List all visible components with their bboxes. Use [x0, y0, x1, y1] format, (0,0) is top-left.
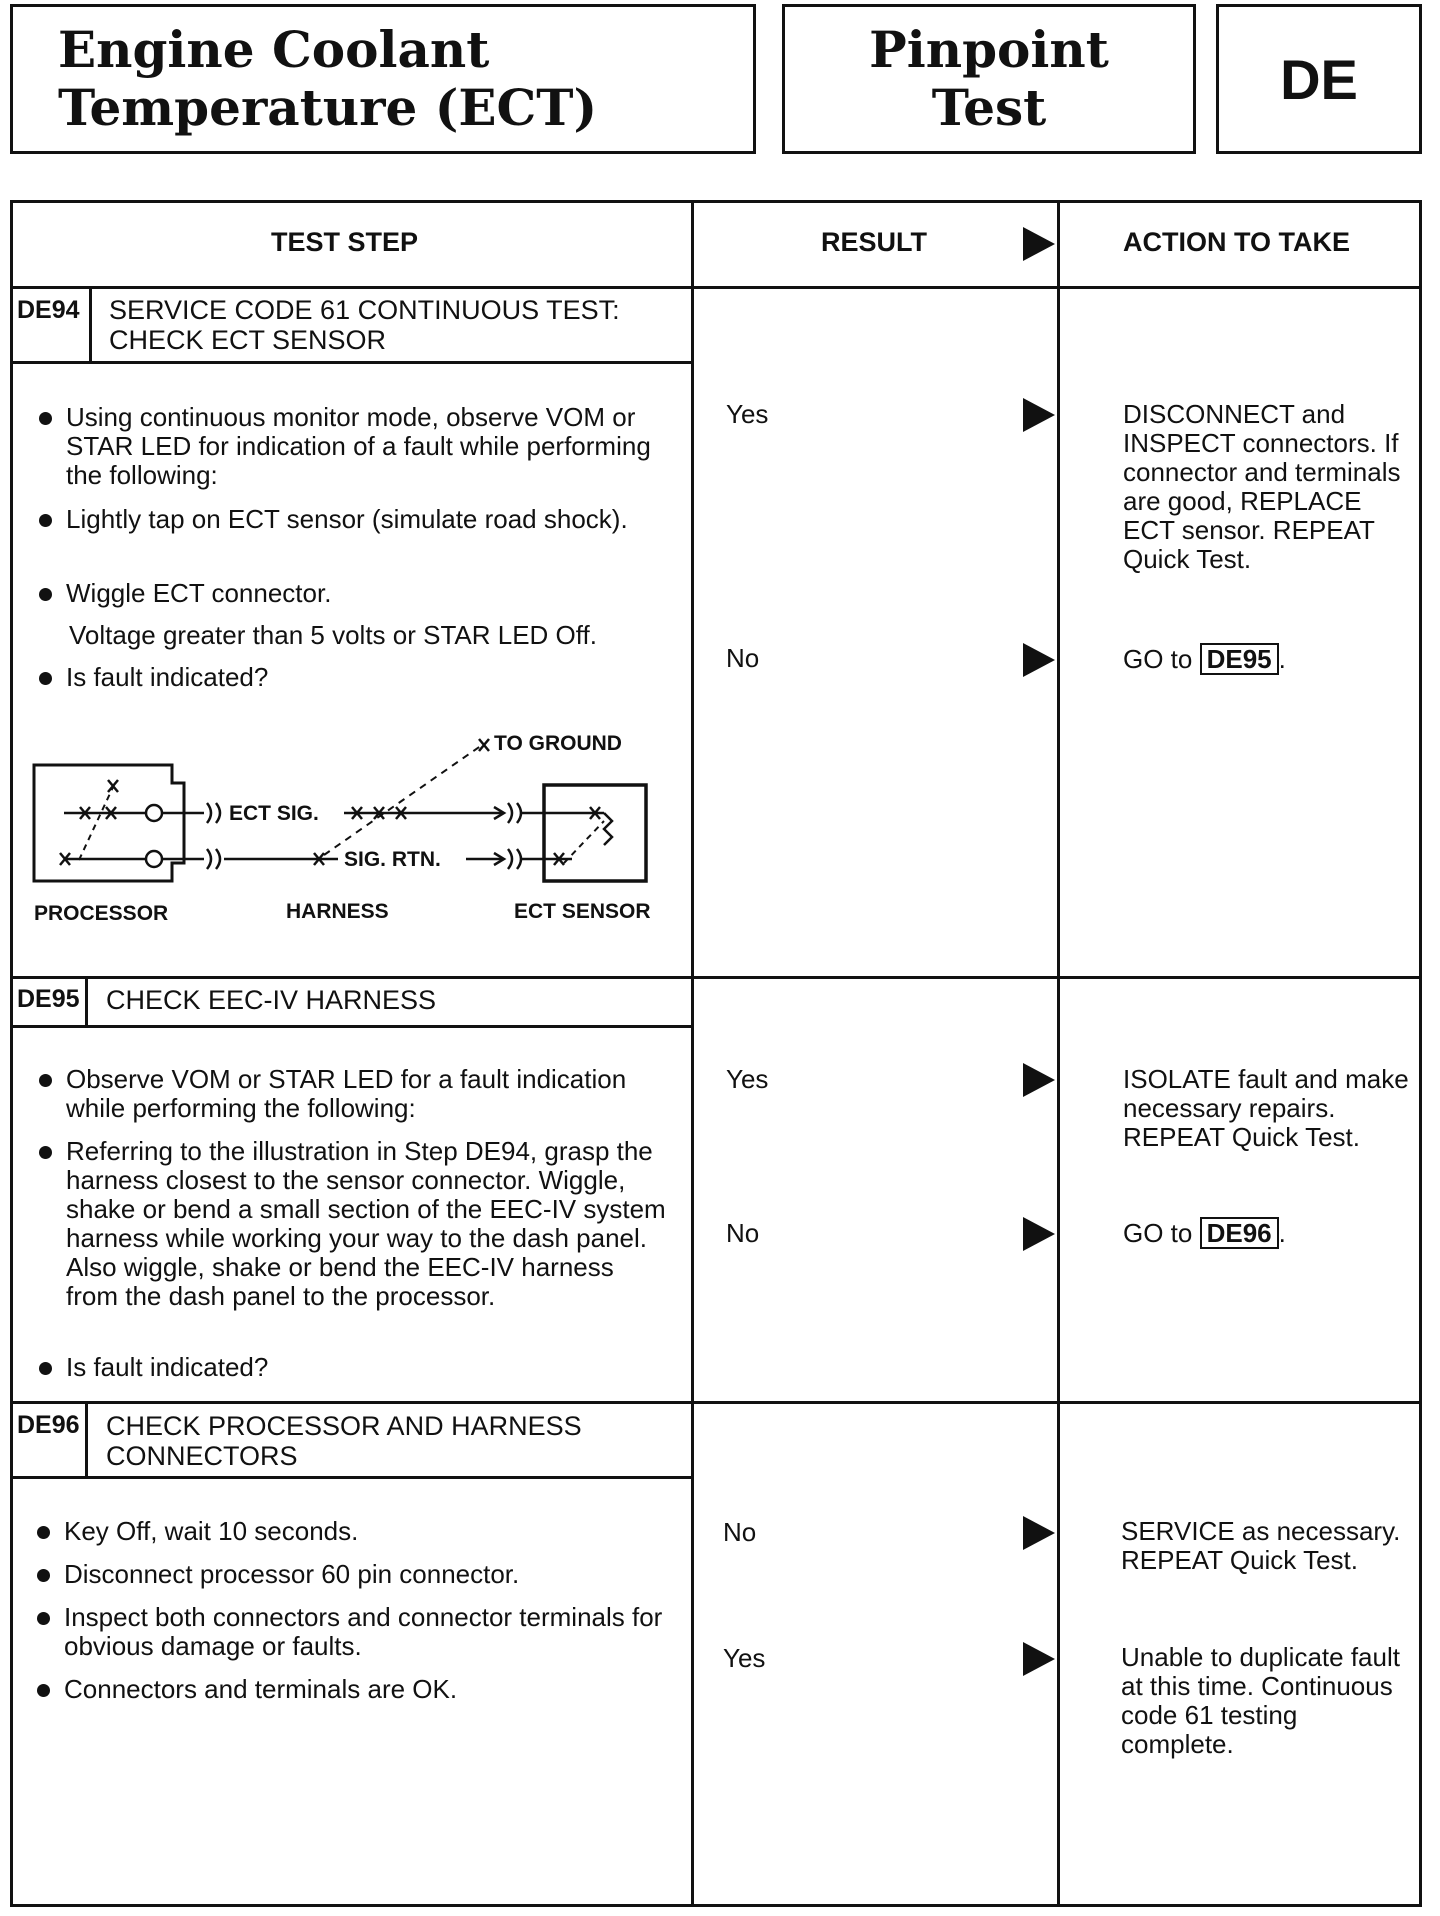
ect-wiring-diagram — [24, 725, 684, 925]
list-item — [37, 1603, 667, 1661]
step-title-de94 — [109, 295, 620, 355]
list-item-text: Is fault indicated? — [66, 662, 269, 692]
test-code: DE — [1280, 48, 1358, 111]
title-line-1: Engine Coolant — [58, 20, 490, 79]
step-title-line: CHECK EEC-IV HARNESS — [106, 985, 437, 1015]
result-no: No — [723, 1517, 757, 1547]
goto-suffix: . — [1278, 644, 1286, 674]
goto-label: GO to — [1123, 644, 1193, 674]
bullet-icon — [37, 1569, 50, 1582]
step-id-divider — [89, 289, 92, 364]
action-text: Unable to duplicate fault at this time. Continuous code 61 testing complete. — [1121, 1642, 1400, 1759]
list-item-text: Is fault indicated? — [66, 1352, 269, 1382]
result-no: No — [726, 1218, 760, 1248]
processor-pin-icon — [146, 851, 162, 867]
result-yes: Yes — [726, 399, 769, 429]
list-item-text: Inspect both connectors and connector terminals for obvious damage or faults. — [64, 1602, 663, 1661]
list-item — [39, 1065, 669, 1123]
result-no: No — [726, 643, 760, 673]
processor-pin-icon — [146, 805, 162, 821]
step-reference: DE95 — [1200, 643, 1279, 675]
step-id-de94: DE94 — [17, 296, 80, 324]
test-code-box — [1216, 4, 1422, 154]
step-title-underline — [13, 1025, 691, 1028]
list-item-text: Disconnect processor 60 pin connector. — [64, 1559, 520, 1589]
title-box — [10, 4, 756, 154]
bullet-icon — [39, 514, 52, 527]
bullet-icon — [39, 588, 52, 601]
column-divider-2 — [1057, 203, 1060, 1904]
label-sig-rtn: SIG. RTN. — [344, 848, 441, 871]
step-id-divider — [85, 1404, 88, 1479]
test-type-line-1: Pinpoint — [869, 20, 1109, 79]
step-reference: DE96 — [1200, 1217, 1279, 1249]
column-divider-1 — [691, 203, 694, 1904]
list-item — [39, 1137, 669, 1311]
label-to-ground: TO GROUND — [494, 732, 622, 755]
step-title-line: CONNECTORS — [106, 1441, 298, 1471]
header-divider — [13, 286, 1419, 289]
list-item-text: Lightly tap on ECT sensor (simulate road shock). — [66, 504, 628, 534]
action-text: SERVICE as necessary. REPEAT Quick Test. — [1121, 1516, 1401, 1575]
step-id-de95: DE95 — [17, 985, 80, 1013]
label-harness: HARNESS — [286, 900, 389, 923]
goto-suffix: . — [1278, 1218, 1286, 1248]
list-item-text: Using continuous monitor mode, observe VOM or STAR LED for indication of a fault while performing the following: — [66, 402, 651, 490]
goto-label: GO to — [1123, 1218, 1193, 1248]
ect-sensor-box — [544, 785, 646, 881]
list-item-text: Wiggle ECT connector. — [66, 578, 332, 608]
bullet-icon — [39, 672, 52, 685]
result-arrow-icon — [1023, 1516, 1055, 1550]
header-test-step: TEST STEP — [271, 227, 419, 257]
result-arrow-icon — [1023, 1217, 1055, 1251]
row-divider-2 — [13, 1401, 1419, 1404]
result-arrow-icon — [1023, 643, 1055, 677]
list-item-text: Key Off, wait 10 seconds. — [64, 1516, 359, 1546]
action-text: ISOLATE fault and make necessary repairs. REPEAT Quick Test. — [1123, 1064, 1409, 1152]
list-item — [39, 403, 669, 490]
bullet-icon — [37, 1526, 50, 1539]
title-line-2: Temperature (ECT) — [58, 78, 598, 137]
list-item — [37, 1517, 667, 1546]
step-title-underline — [13, 361, 691, 364]
list-item — [37, 1560, 667, 1589]
action-goto — [1123, 1217, 1286, 1249]
list-item-text: Observe VOM or STAR LED for a fault indication while performing the following: — [66, 1064, 627, 1123]
label-ect-sensor: ECT SENSOR — [514, 900, 651, 923]
header-action: ACTION TO TAKE — [1123, 227, 1350, 257]
list-item — [39, 505, 669, 534]
bullet-icon — [39, 412, 52, 425]
action-goto — [1123, 643, 1286, 675]
test-type-box — [782, 4, 1196, 154]
step-title-line: SERVICE CODE 61 CONTINUOUS TEST: — [109, 295, 620, 325]
step-title-underline — [13, 1476, 691, 1479]
bullet-icon — [39, 1146, 52, 1159]
list-item — [39, 579, 669, 608]
bullet-icon — [39, 1074, 52, 1087]
result-yes: Yes — [726, 1064, 769, 1094]
step-id-de96: DE96 — [17, 1411, 80, 1439]
header-result: RESULT — [821, 227, 927, 257]
result-arrow-icon — [1023, 1063, 1055, 1097]
step-title-de96 — [106, 1411, 582, 1471]
step-title-de95 — [106, 985, 436, 1015]
test-type-line-2: Test — [931, 78, 1047, 137]
list-item — [37, 1675, 667, 1704]
step-note: Voltage greater than 5 volts or STAR LED Off. — [69, 620, 597, 650]
result-arrow-icon — [1023, 398, 1055, 432]
list-item-text: Connectors and terminals are OK. — [64, 1674, 458, 1704]
bullet-icon — [37, 1612, 50, 1625]
list-item — [39, 663, 669, 692]
pinpoint-table — [10, 200, 1422, 1907]
list-item-text: Referring to the illustration in Step DE94, grasp the harness closest to the sensor connector. Wiggle, shake or bend a small section of the EEC-IV system harness while working your way to the dash panel. Also wiggle, shake or bend the EEC-IV harness from the dash panel to the processor. — [66, 1136, 666, 1311]
list-item — [39, 1353, 669, 1382]
step-title-line: CHECK ECT SENSOR — [109, 325, 387, 355]
row-divider-1 — [13, 976, 1419, 979]
result-arrow-icon — [1023, 1642, 1055, 1676]
result-arrow-icon — [1023, 227, 1055, 261]
step-id-divider — [85, 979, 88, 1028]
step-title-line: CHECK PROCESSOR AND HARNESS — [106, 1411, 582, 1441]
label-processor: PROCESSOR — [34, 902, 169, 925]
result-yes: Yes — [723, 1643, 766, 1673]
bullet-icon — [39, 1362, 52, 1375]
page-title — [58, 21, 597, 137]
bullet-icon — [37, 1684, 50, 1697]
label-ect-sig: ECT SIG. — [229, 802, 319, 825]
action-text: DISCONNECT and INSPECT connectors. If connector and terminals are good, REPLACE ECT sensor. REPEAT Quick Test. — [1123, 399, 1401, 574]
